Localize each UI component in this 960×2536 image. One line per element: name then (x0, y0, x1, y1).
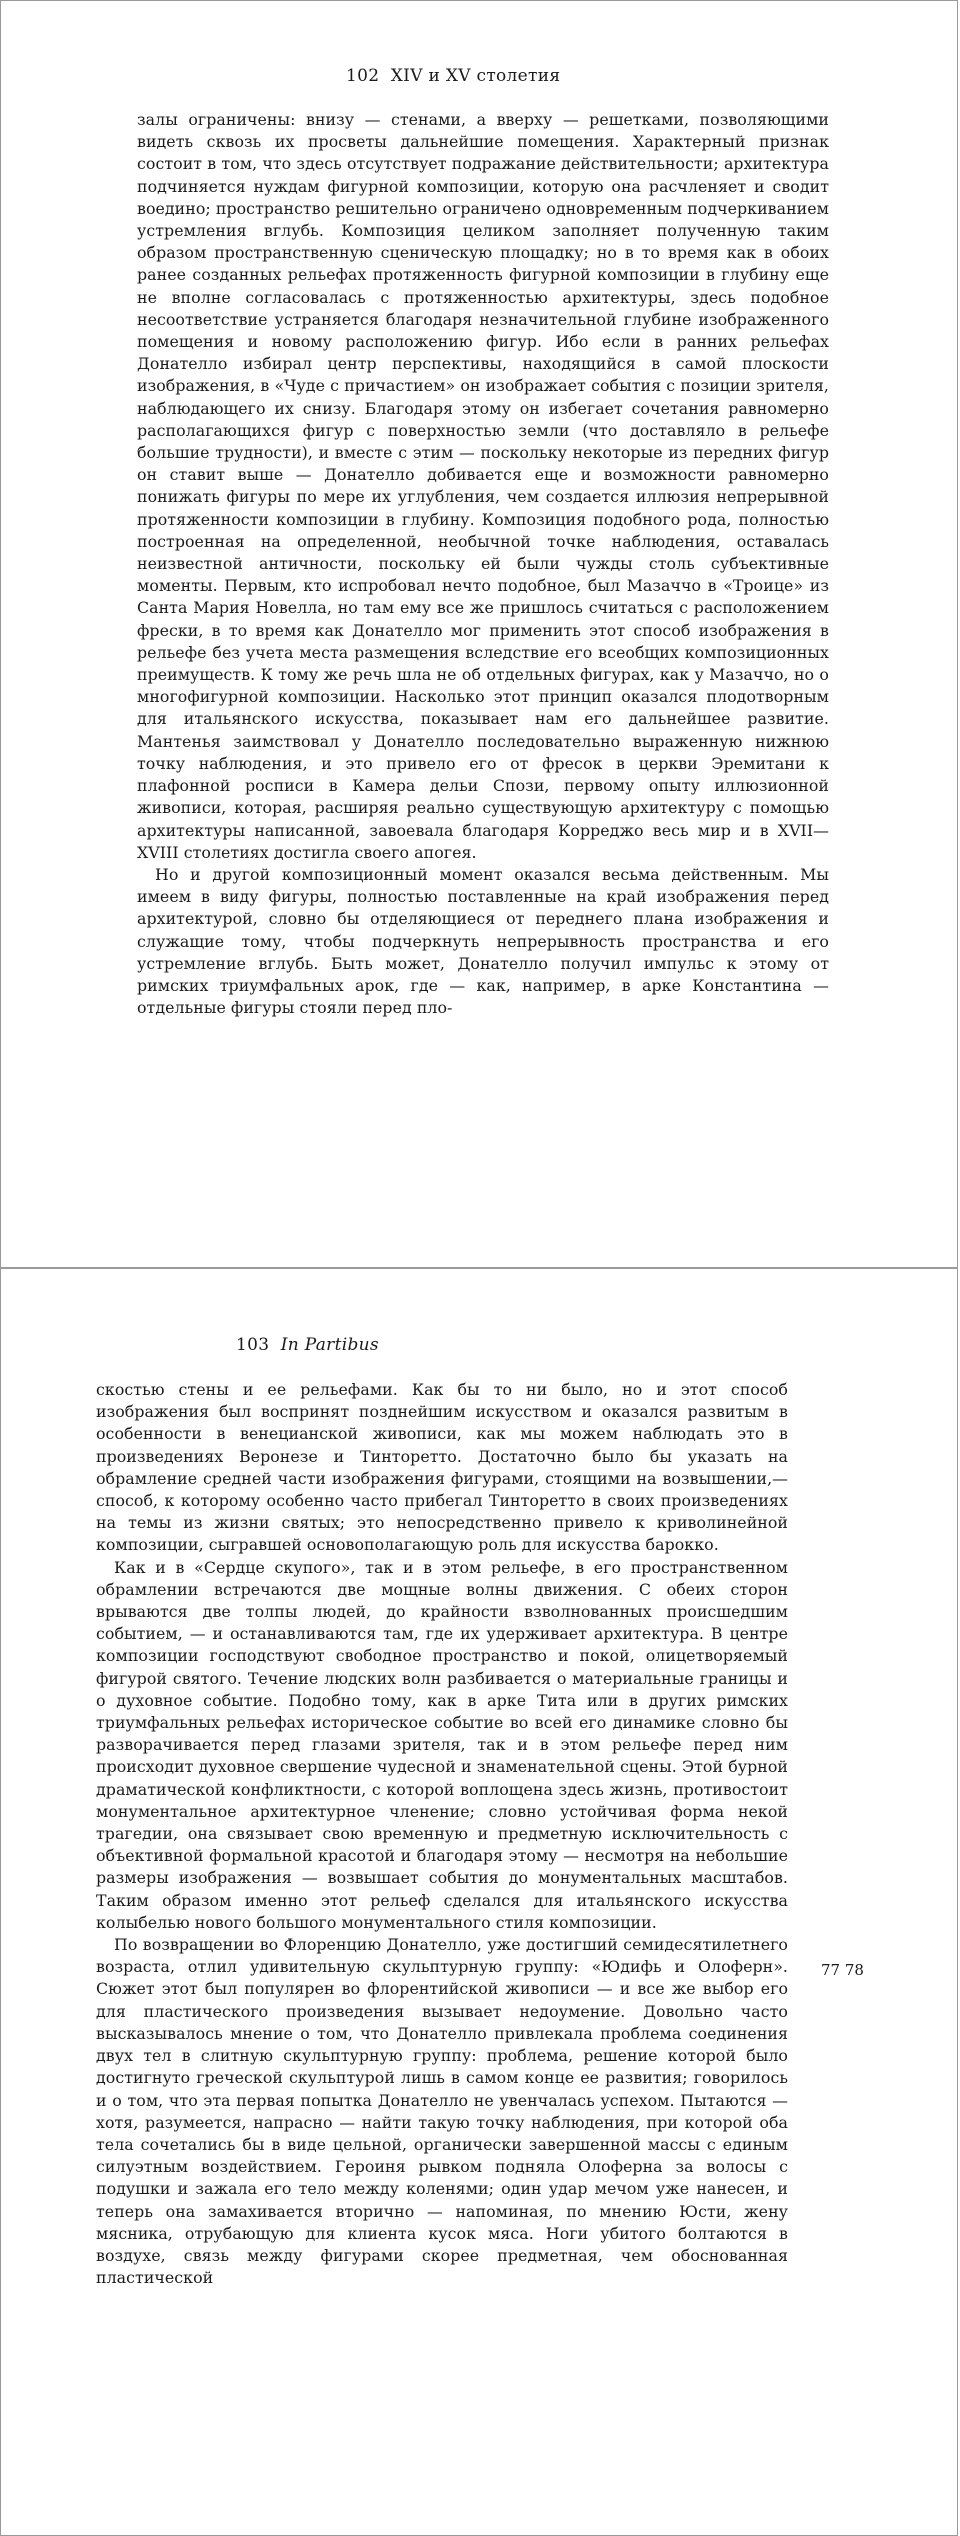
paragraph: Но и другой композиционный момент оказался весьма действенным. Мы имеем в виду фигуры, полностью поставленные на край изображения перед архитектурой, словно бы отделяющиеся от переднего плана изображения и служащие тому, чтобы подчеркнуть непрерывность пространства и его устремление вглубь. Быть может, Донателло получил импульс к этому от римских триумфальных арок, где — как, например, в арке Константина — отдельные фигуры стояли перед пло- (137, 864, 829, 1018)
running-head-title: XIV и XV столетия (390, 66, 561, 86)
running-head (236, 1335, 379, 1355)
paragraph: залы ограничены: внизу — стенами, а вверху — решетками, позволяющими видеть сквозь их просветы дальнейшие помещения. Характерный признак состоит в том, что здесь отсутствует подражание действительности; архитектура подчиняется нуждам фигурной композиции, которую она расчленяет и сводит воедино; пространство решительно ограничено одновременным подчеркиванием устремления вглубь. Композиция целиком заполняет полученную таким образом пространственную сценическую площадку; но в то время как в обоих ранее созданных рельефах протяженность фигурной композиции в глубину еще не вполне согласовалась с протяженностью архитектуры, здесь подобное несоответствие устраняется благодаря незначительной глубине изображенного помещения и новому расположению фигур. Ибо если в ранних рельефах Донателло избирал центр перспективы, находящийся в самой плоскости изображения, в «Чуде с причастием» он изображает события с позиции зрителя, наблюдающего их снизу. Благодаря этому он избегает сочетания равномерно располагающихся фигур с поверхностью земли (что доставляло в рельефе большие трудности), и вместе с этим — поскольку некоторые из передних фигур он ставит выше — Донателло добивается еще и возможности равномерно понижать фигуры по мере их углубления, чем создается иллюзия непрерывной протяженности композиции в глубину. Композиция подобного рода, полностью построенная на определенной, необычной точке наблюдения, оставалась неизвестной античности, поскольку ей были чужды столь субъективные моменты. Первым, кто испробовал нечто подобное, был Мазаччо в «Троице» из Санта Мария Новелла, но там ему все же пришлось считаться с расположением фрески, в то время как Донателло мог применить этот способ изображения в рельефе без учета места размещения вследствие его всеобщих композиционных преимуществ. К тому же речь шла не об отдельных фигурах, как у Мазаччо, но о многофигурной композиции. Насколько этот принцип оказался плодотворным для итальянского искусства, показывает нам его дальнейшее развитие. Мантенья заимствовал у Донателло последовательно выраженную нижнюю точку наблюдения, и это привело его от фресок в церкви Эремитани к плафонной росписи в Камера дельи Спози, первому опыту иллюзионной живописи, которая, расширяя реально существующую архитектуру с помощью архитектуры написанной, завоевала благодаря Корреджо весь мир и в XVII—XVIII столетиях достигла своего апогея. (137, 110, 829, 862)
page-number: 103 (236, 1335, 270, 1355)
paragraph: скостью стены и ее рельефами. Как бы то ни было, но и этот способ изображения был воспринят позднейшим искусством и оказался развитым в особенности в венецианской живописи, как мы можем наблюдать это в произведениях Веронезе и Тинторетто. Достаточно было бы указать на обрамление средней части изображения фигурами, стоящими на возвышении,— способ, к которому особенно часто прибегал Тинторетто в своих произведениях на темы из жизни святых; это непосредственно привело к криволинейной композиции, сыгравшей основополагающую роль для искусства барокко. (96, 1380, 788, 1555)
margin-note: 77 78 (821, 1961, 864, 1979)
page-103 (0, 1268, 958, 2536)
page-102 (0, 0, 958, 1268)
body-text (96, 1379, 788, 2289)
running-head (346, 66, 560, 86)
paragraph: Как и в «Сердце скупого», так и в этом рельефе, в его пространственном обрамлении встречаются две мощные волны движения. С обеих сторон врываются две толпы людей, до крайности взволнованных происшедшим событием, — и останавливаются там, где их удерживает архитектура. В центре композиции господствуют свободное пространство и покой, олицетворяемый фигурой святого. Течение людских волн разбивается о материальные границы и о духовное событие. Подобно тому, как в арке Тита или в других римских триумфальных рельефах историческое событие во всей его динамике словно бы разворачивается перед глазами зрителя, так и в этом рельефе перед ним происходит духовное свершение чудесной и знаменательной сцены. Этой бурной драматической конфликтности, с которой воплощена здесь жизнь, противостоит монументальное архитектурное членение; словно устойчивая форма некой трагедии, она связывает свою временную и предметную исключительность с объективной формальной красотой и благодаря этому — несмотря на небольшие размеры изображения — возвышает события до монументальных масштабов. Таким образом именно этот рельеф сделался для итальянского искусства колыбелью нового большого монументального стиля композиции. (96, 1557, 788, 1932)
page-number: 102 (346, 66, 380, 86)
running-head-title: In Partibus (280, 1335, 379, 1355)
body-text (137, 109, 829, 1019)
paragraph: По возвращении во Флоренцию Донателло, уже достигший семидесятилетнего возраста, отлил удивительную скульптурную группу: «Юдифь и Олоферн». Сюжет этот был популярен во флорентийской живописи — и все же выбор его для пластического произведения вызывает недоумение. Довольно часто высказывалось мнение о том, что Донателло привлекала проблема соединения двух тел в слитную скульптурную группу: проблема, решение которой было достигнуто греческой скульптурой лишь в самом конце ее развития; говорилось и о том, что эта первая попытка Донателло не увенчалась успехом. Пытаются — хотя, разумеется, напрасно — найти такую точку наблюдения, при которой оба тела сочетались бы в виде цельной, органически завершенной массы с единым силуэтным воздействием. Героиня рывком подняла Олоферна за волосы с подушки и зажала его тело между коленями; один удар мечом уже нанесен, и теперь она замахивается вторично — напоминая, по мнению Юсти, жену мясника, отрубающую для клиента кусок мяса. Ноги убитого болтаются в воздухе, связь между фигурами скорее предметная, чем обоснованная пластической (96, 1935, 788, 2288)
